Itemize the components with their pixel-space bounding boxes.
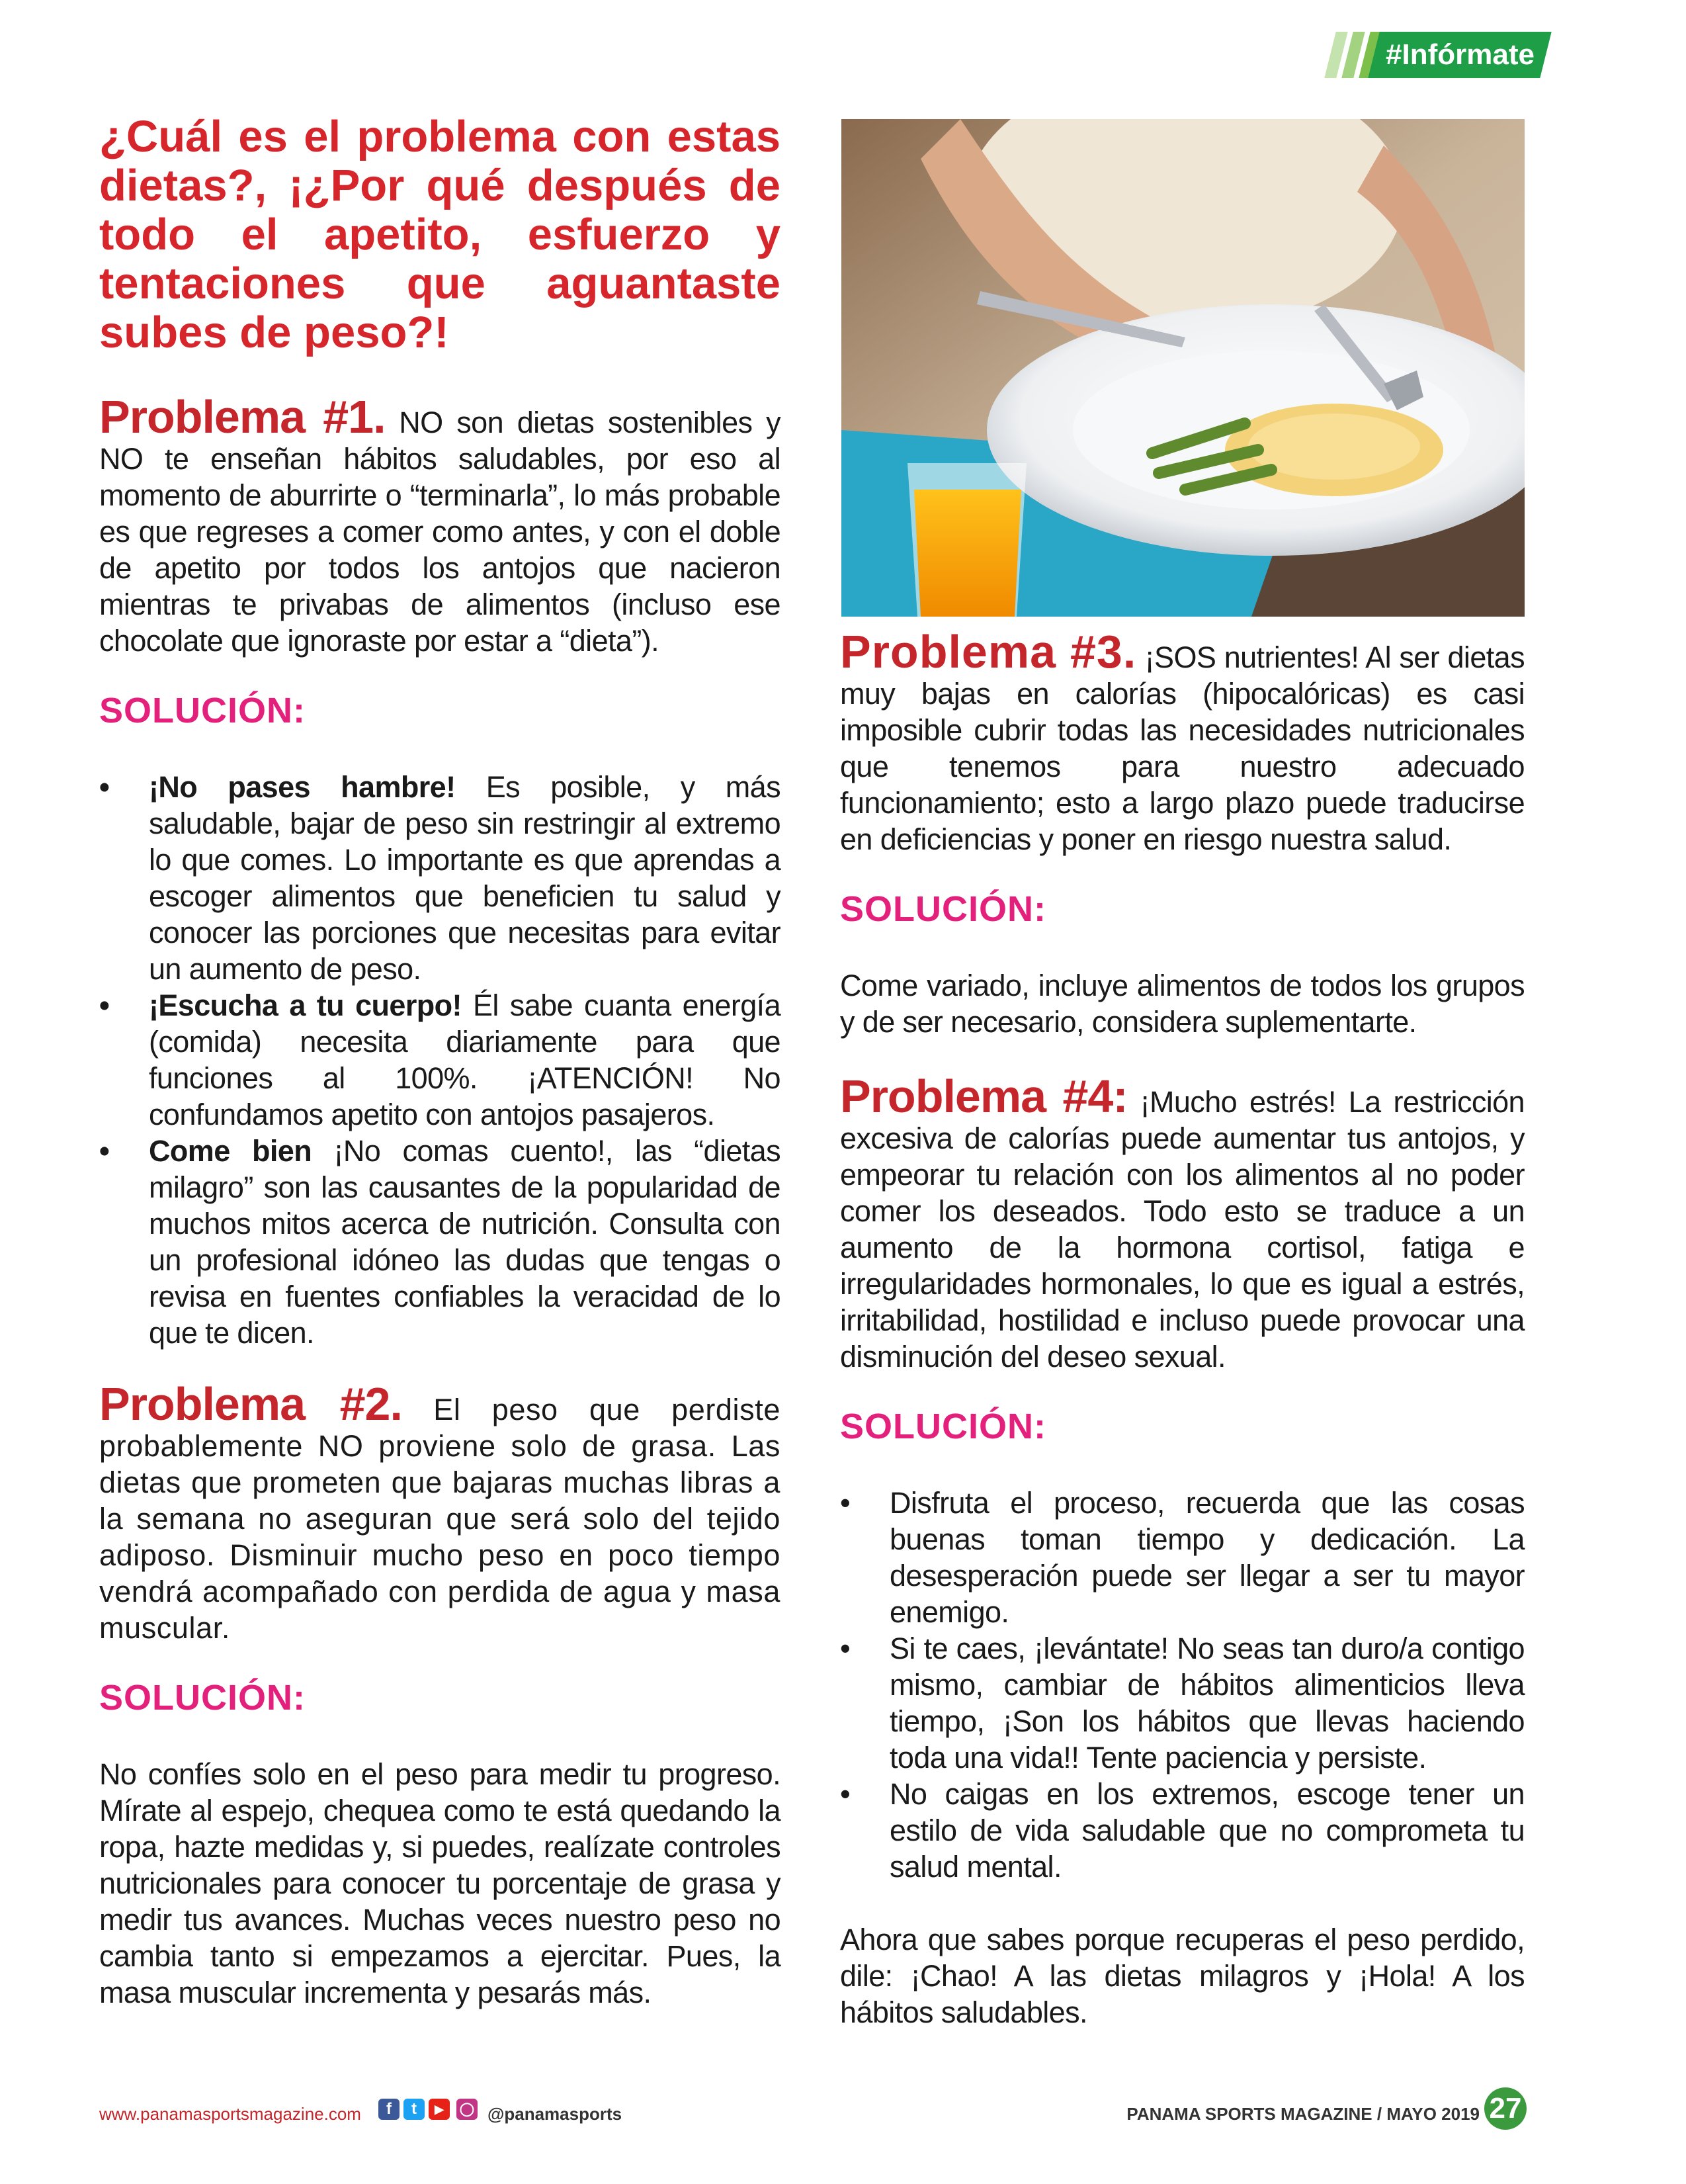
problem-2-text: El peso que perdiste probablemente NO proviene solo de grasa. Las dietas que prometen que bajaras muchas libras a la semana no aseguran que será solo del tejido adiposo. Disminuir mucho peso en poco tiempo vendrá acompañado con perdida de agua y masa muscular.	[99, 1393, 780, 1645]
section-tag	[1328, 32, 1546, 78]
solution-3-text: Come variado, incluye alimentos de todos los grupos y de ser necesario, considera suplementarte.	[840, 969, 1525, 1039]
solution-2-heading: SOLUCIÓN:	[99, 1678, 306, 1718]
problem-4	[840, 1070, 1525, 1375]
solution-1-heading: SOLUCIÓN:	[99, 691, 306, 730]
left-column	[99, 112, 780, 2011]
list-item: • Si te caes, ¡levántate! No seas tan duro/a contigo mismo, cambiar de hábitos alimenticios lleva tiempo, ¡Son los hábitos que llevas haciendo toda una vida!! Tente paciencia y persiste.	[840, 1632, 1525, 1774]
closing-text: Ahora que sabes porque recuperas el peso perdido, dile: ¡Chao! A las dietas milagros y ¡Hola! A los hábitos saludables.	[840, 1923, 1525, 2029]
solution-4-list	[840, 1485, 1525, 1885]
page-number: 27	[1484, 2087, 1527, 2130]
footer-url-link[interactable]: www.panamasportsmagazine.com	[99, 2104, 361, 2124]
problem-2	[99, 1378, 780, 1646]
problem-4-title: Problema #4:	[840, 1070, 1128, 1122]
list-item: • ¡Escucha a tu cuerpo! Él sabe cuanta energía (comida) necesita diariamente para que funciones al 100%. ¡ATENCIÓN! No confundamos apetito con antojos pasajeros.	[99, 988, 780, 1131]
twitter-icon[interactable]: t	[403, 2099, 425, 2120]
list-item: • Come bien ¡No comas cuento!, las “dietas milagro” son las causantes de la popularidad de muchos mitos acerca de nutrición. Consulta con un profesional idóneo las dudas que tengas o revisa en fuentes confiables la veracidad de lo que te dicen.	[99, 1134, 780, 1350]
meal-photo-illustration	[841, 119, 1525, 617]
instagram-icon[interactable]: ◯	[456, 2099, 478, 2120]
magazine-issue: PANAMA SPORTS MAGAZINE / MAYO 2019	[1126, 2104, 1480, 2124]
tag-label: #Infórmate	[1368, 32, 1551, 78]
solution-4-heading: SOLUCIÓN:	[840, 1407, 1046, 1446]
problem-3-title: Problema #3.	[840, 626, 1137, 677]
list-item: • No caigas en los extremos, escoge tener un estilo de vida saludable que no comprometa tu salud mental.	[840, 1777, 1525, 1884]
headline: ¿Cuál es el problema con estas dietas?, ¡¿Por qué después de todo el apetito, esfuerzo y tentaciones que aguantaste subes de peso?!	[99, 112, 780, 357]
solution-2-text: No confíes solo en el peso para medir tu progreso. Mírate al espejo, chequea como te está quedando la ropa, hazte medidas y, si puedes, realízate controles nutricionales para conocer tu porcentaje de grasa y medir tus avances. Muchas veces nuestro peso no cambia tanto si empezamos a ejercitar. Pues, la masa muscular incrementa y pesarás más.	[99, 1757, 780, 2009]
problem-3	[840, 626, 1525, 857]
problem-2-title: Problema #2.	[99, 1378, 402, 1430]
problem-3-text: ¡SOS nutrientes! Al ser dietas muy bajas en calorías (hipocalóricas) es casi imposible cubrir todas las necesidades nutricionales que tenemos para nuestro adecuado funcionamiento; esto a largo plazo puede traducirse en deficiencias y poner en riesgo nuestra salud.	[840, 640, 1525, 856]
list-item: • Disfruta el proceso, recuerda que las cosas buenas toman tiempo y dedicación. La desesperación puede ser llegar a ser tu mayor enemigo.	[840, 1486, 1525, 1629]
social-handle: @panamasports	[487, 2104, 622, 2124]
solution-1-list	[99, 769, 780, 1351]
right-column	[840, 626, 1525, 2031]
problem-1	[99, 391, 780, 659]
list-item: • ¡No pases hambre! Es posible, y más saludable, bajar de peso sin restringir al extremo lo que comes. Lo importante es que aprendas a escoger alimentos que beneficien tu salud y conocer las porciones que necesitas para evitar un aumento de peso.	[99, 770, 780, 986]
problem-1-text: NO son dietas sostenibles y NO te enseñan hábitos saludables, por eso al momento de aburrirte o “terminarla”, lo más probable es que regreses a comer como antes, y con el doble de apetito por todos los antojos que nacieron mientras te privabas de alimentos (incluso ese chocolate que ignoraste por estar a “dieta”).	[99, 406, 780, 658]
solution-3-heading: SOLUCIÓN:	[840, 889, 1046, 929]
facebook-icon[interactable]: f	[378, 2099, 400, 2120]
problem-4-text: ¡Mucho estrés! La restricción excesiva de calorías puede aumentar tus antojos, y empeorar tu relación con los alimentos al no poder comer los deseados. Todo esto se traduce a un aumento de la hormona cortisol, fatiga e irregularidades hormonales, lo que es igual a estrés, irritabilidad, hostilidad e incluso puede provocar una disminución del deseo sexual.	[840, 1085, 1525, 1374]
problem-1-title: Problema #1.	[99, 391, 386, 443]
meal-photo	[841, 119, 1525, 617]
youtube-icon[interactable]: ▶	[429, 2099, 450, 2120]
